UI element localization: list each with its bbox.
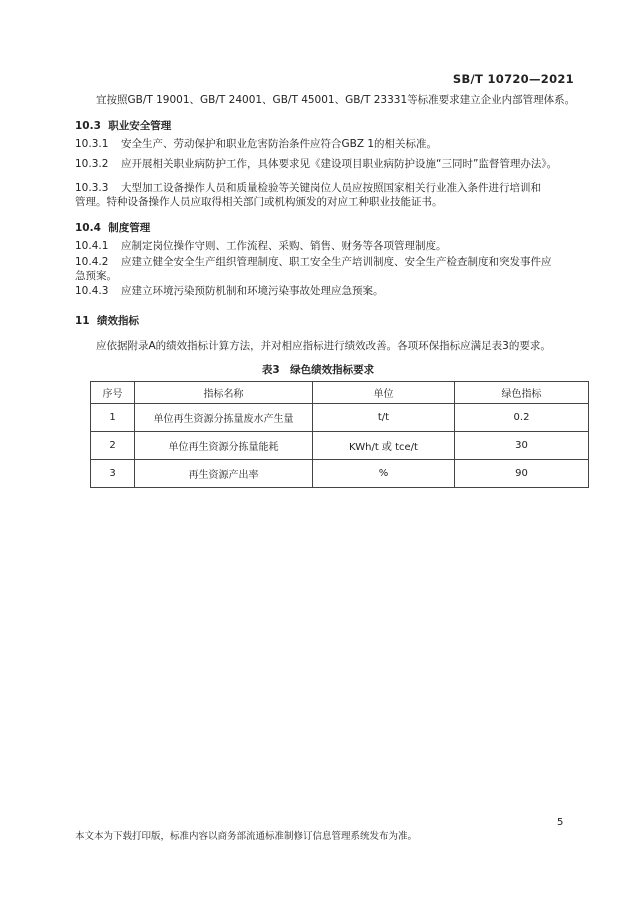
section-number: 11: [75, 315, 90, 327]
table-cell: %: [313, 460, 455, 488]
clause-number: 10.4.1: [75, 240, 109, 252]
table-header-row: [91, 382, 589, 404]
header-cell: 单位: [313, 382, 455, 404]
section-number: 10.3: [75, 120, 101, 132]
table-row: [91, 404, 589, 432]
clause-number: 10.3.2: [75, 158, 109, 170]
clause-text: 应建立环境污染预防机制和环境污染事故处理应急预案。: [121, 285, 384, 297]
section-number: 10.4: [75, 222, 101, 234]
table-cell: KWh/t 或 tce/t: [313, 432, 455, 460]
table-caption: 表3 绿色绩效指标要求: [261, 364, 375, 376]
section-10-4-heading: [75, 220, 150, 235]
green-performance-table: [90, 381, 589, 488]
clause-10-4-2: [75, 256, 552, 269]
clause-10-3-2: [75, 158, 557, 171]
header-cell: 绿色指标: [455, 382, 589, 404]
clause-10-3-3-continued: 管理。特种设备操作人员应取得相关部门或机构颁发的对应工种职业技能证书。: [75, 196, 443, 208]
table-cell: 3: [91, 460, 135, 488]
clause-number: 10.3.3: [75, 182, 109, 194]
section-11-heading: [75, 313, 139, 328]
clause-10-4-1: [75, 240, 447, 253]
clause-10-4-2-continued: 急预案。: [75, 270, 117, 282]
clause-number: 10.4.3: [75, 285, 109, 297]
standard-number: SB/T 10720—2021: [452, 72, 574, 86]
section-11-intro: 应依据附录A的绩效指标计算方法，并对相应指标进行绩效改善。各项环保指标应满足表3的要求。: [96, 340, 551, 352]
section-title: 职业安全管理: [108, 120, 172, 132]
clause-text: 应开展相关职业病防护工作，具体要求见《建设项目职业病防护设施“三同时”监督管理办法》。: [121, 158, 558, 170]
section-10-3-heading: [75, 118, 171, 133]
table-cell: 单位再生资源分拣量能耗: [135, 432, 313, 460]
clause-10-4-3: [75, 285, 384, 298]
table-cell: 1: [91, 404, 135, 432]
table-cell: 90: [455, 460, 589, 488]
clause-number: 10.4.2: [75, 256, 109, 268]
clause-10-3-3: [75, 182, 541, 195]
table-cell: 单位再生资源分拣量废水产生量: [135, 404, 313, 432]
table-cell: 再生资源产出率: [135, 460, 313, 488]
clause-number: 10.3.1: [75, 138, 109, 150]
table-row: [91, 432, 589, 460]
page-number: 5: [557, 817, 564, 828]
table-cell: 0.2: [455, 404, 589, 432]
clause-text-line1: 大型加工设备操作人员和质量检验等关键岗位人员应按照国家相关行业准入条件进行培训和: [121, 182, 541, 194]
footer-note: 本文本为下载打印版，标准内容以商务部流通标准制修订信息管理系统发布为准。: [75, 831, 418, 842]
section-title: 绩效指标: [97, 315, 139, 327]
table-cell: 30: [455, 432, 589, 460]
section-title: 制度管理: [108, 222, 151, 234]
table-cell: 2: [91, 432, 135, 460]
header-cell: 指标名称: [135, 382, 313, 404]
clause-text: 应制定岗位操作守则、工作流程、采购、销售、财务等各项管理制度。: [121, 240, 447, 252]
table-row: [91, 460, 589, 488]
header-cell: 序号: [91, 382, 135, 404]
clause-text: 安全生产、劳动保护和职业危害防治条件应符合GBZ 1的相关标准。: [121, 138, 438, 150]
continuation-text: 宜按照GB/T 19001、GB/T 24001、GB/T 45001、GB/T 23331等标准要求建立企业内部管理体系。: [96, 94, 576, 106]
clause-10-3-1: [75, 138, 437, 151]
clause-text-line1: 应建立健全安全生产组织管理制度、职工安全生产培训制度、安全生产检查制度和突发事件应: [121, 256, 552, 268]
table-cell: t/t: [313, 404, 455, 432]
